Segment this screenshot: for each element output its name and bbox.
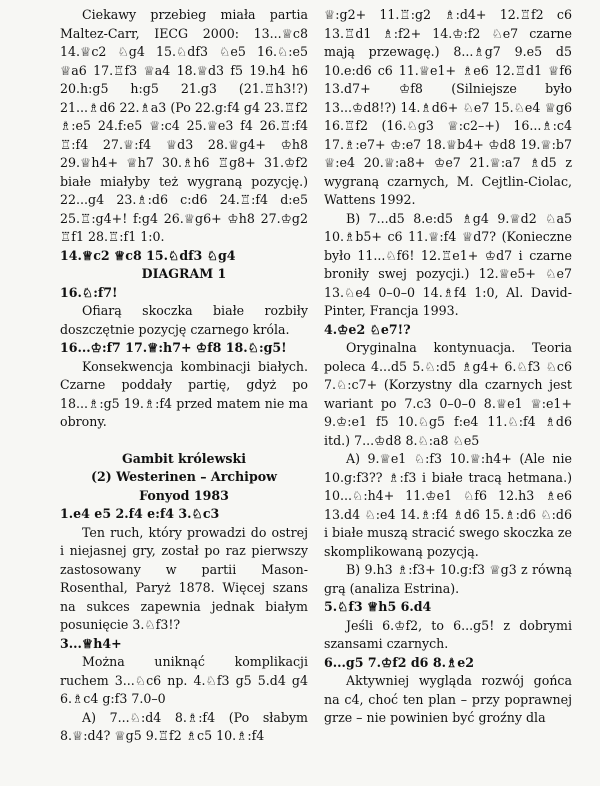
game-heading: Gambit królewski [121,450,247,466]
move-line: 5.♘f3 ♕h5 6.d4 [324,599,432,614]
paragraph: Ten ruch, który prowadzi do ostrej i niejasnej gry, został po raz pierwszy zastosowany w partii Mason-Rosenthal, Paryż 1878. Więcej szans na sukces zapewnia jednak białym posunięcie 3.♘f3!? [60,524,308,632]
left-column [60,6,308,746]
game-heading: Fonyod 1983 [139,487,229,503]
paragraph: B) 7...d5 8.e:d5 ♗g4 9.♕d2 ♘a5 10.♗b5+ c6 11.♕:f4 ♕d7? (Konieczne było 11...♘f6! 12.♖e1+ ♔d7 i czarne broniły swej pozycji.) 12.♕e5+ ♘e7 13.♘e4 0–0–0 14.♗f4 1:0, Al. David-Pinter, Francja 1993. [324,210,572,318]
paragraph: A) 9.♕e1 ♘:f3 10.♕:h4+ (Ale nie 10.g:f3?? ♗:f3 i białe tracą hetmana.) 10...♘:h4+ 11.♔e1 ♘f6 12.h3 ♗e6 13.d4 ♘:e4 14.♗:f4 ♗d6 15.♗:d6 ♘:d6 i białe muszą stracić swego skoczka ze skomplikowaną pozycją. [324,451,572,559]
move-line: 3...♕h4+ [60,635,122,651]
move-line: 6...g5 7.♔f2 d6 8.♗e2 [324,654,475,670]
paragraph: Ciekawy przebieg miała partia Maltez-Carr, IECG 2000: 13...♕c8 14.♕c2 ♘g4 15.♘df3 ♘e5 16.♘:e5 ♕a6 17.♖f3 ♕a4 18.♕d3 f5 19.h4 h6 20.h:g5 h:g5 21.g3 (21.♖h3!?) 21...♗d6 22.♗a3 (Po 22.g:f4 g4 23.♖f2 ♗:e5 24.f:e5 ♕:c4 25.♕e3 f4 26.♖:f4 ♖:f4 27.♕:f4 ♕d3 28.♕g4+ ♔h8 29.♕h4+ ♕h7 30.♗h6 ♖g8+ 31.♔f2 białe miałyby też wygraną pozycję.) 22...g4 23.♗:d6 c:d6 24.♖:f4 d:e5 25.♖:g4+! f:g4 26.♕g6+ ♔h8 27.♔g2 ♖f1 28.♖:f1 1:0. [60,7,308,244]
paragraph: Oryginalna kontynuacja. Teoria poleca 4...d5 5.♘:d5 ♗g4+ 6.♘f3 ♘c6 7.♘:c7+ (Korzystny dla czarnych jest wariant po 7.c3 0–0–0 8.♕e1 ♕:e1+ 9.♔:e1 f5 10.♘g5 f:e4 11.♘:f4 ♗d6 itd.) 7...♔d8 8.♘:a8 ♘e5 [324,340,572,448]
diagram-label: DIAGRAM 1 [141,266,227,281]
move-line: 4.♔e2 ♘e7!? [324,321,411,337]
paragraph: Można uniknąć komplikacji ruchem 3...♘c6 np. 4.♘f3 g5 5.d4 g4 6.♗c4 g:f3 7.0–0 [60,654,308,706]
right-column [324,6,572,728]
paragraph: Jeśli 6.♔f2, to 6...g5! z dobrymi szansami czarnych. [324,617,572,651]
move-line: 1.e4 e5 2.f4 e:f4 3.♘c3 [60,506,220,521]
move-line: 14.♕c2 ♕c8 15.♘df3 ♘g4 [60,247,236,263]
paragraph: A) 7...♘:d4 8.♗:f4 (Po słabym 8.♕:d4? ♕g5 9.♖f2 ♗c5 10.♗:f4 [60,709,308,743]
move-line: 16.♘:f7! [60,284,118,300]
paragraph: Aktywniej wygląda rozwój gońca na c4, choć ten plan – przy poprawnej grze – nie powinien być groźny dla [324,673,572,725]
section-gap [60,432,308,450]
paragraph: ♕:g2+ 11.♖:g2 ♗:d4+ 12.♖f2 c6 13.♖d1 ♗:f2+ 14.♔:f2 ♘e7 czarne mają przewagę.) 8...♗g7 9.e5 d5 10.e:d6 c6 11.♕e1+ ♗e6 12.♖d1 ♕f6 13.d7+ ♔f8 (Silniejsze było 13...♔d8!?) 14.♗d6+ ♘e7 15.♘e4 ♕g6 16.♖f2 (16.♘g3 ♕:c2–+) 16...♗:c4 17.♗:e7+ ♔:e7 18.♕b4+ ♔d8 19.♕:b7 ♕:e4 20.♕:a8+ ♔e7 21.♕:a7 ♗d5 z wygraną czarnych, M. Cejtlin-Ciolac, Wattens 1992. [324,7,572,207]
game-heading: (2) Westerinen – Archipow [91,469,277,484]
paragraph: Konsekwencja kombinacji białych. Czarne poddały partię, gdyż po 18...♗:g5 19.♗:f4 przed matem nie ma obrony. [60,358,308,429]
paragraph: B) 9.h3 ♗:f3+ 10.g:f3 ♕g3 z równą grą (analiza Estrina). [324,562,572,596]
move-line: 16...♔:f7 17.♕:h7+ ♔f8 18.♘:g5! [60,340,287,355]
paragraph: Ofiarą skoczka białe rozbiły doszczętnie pozycję czarnego króla. [60,303,308,337]
